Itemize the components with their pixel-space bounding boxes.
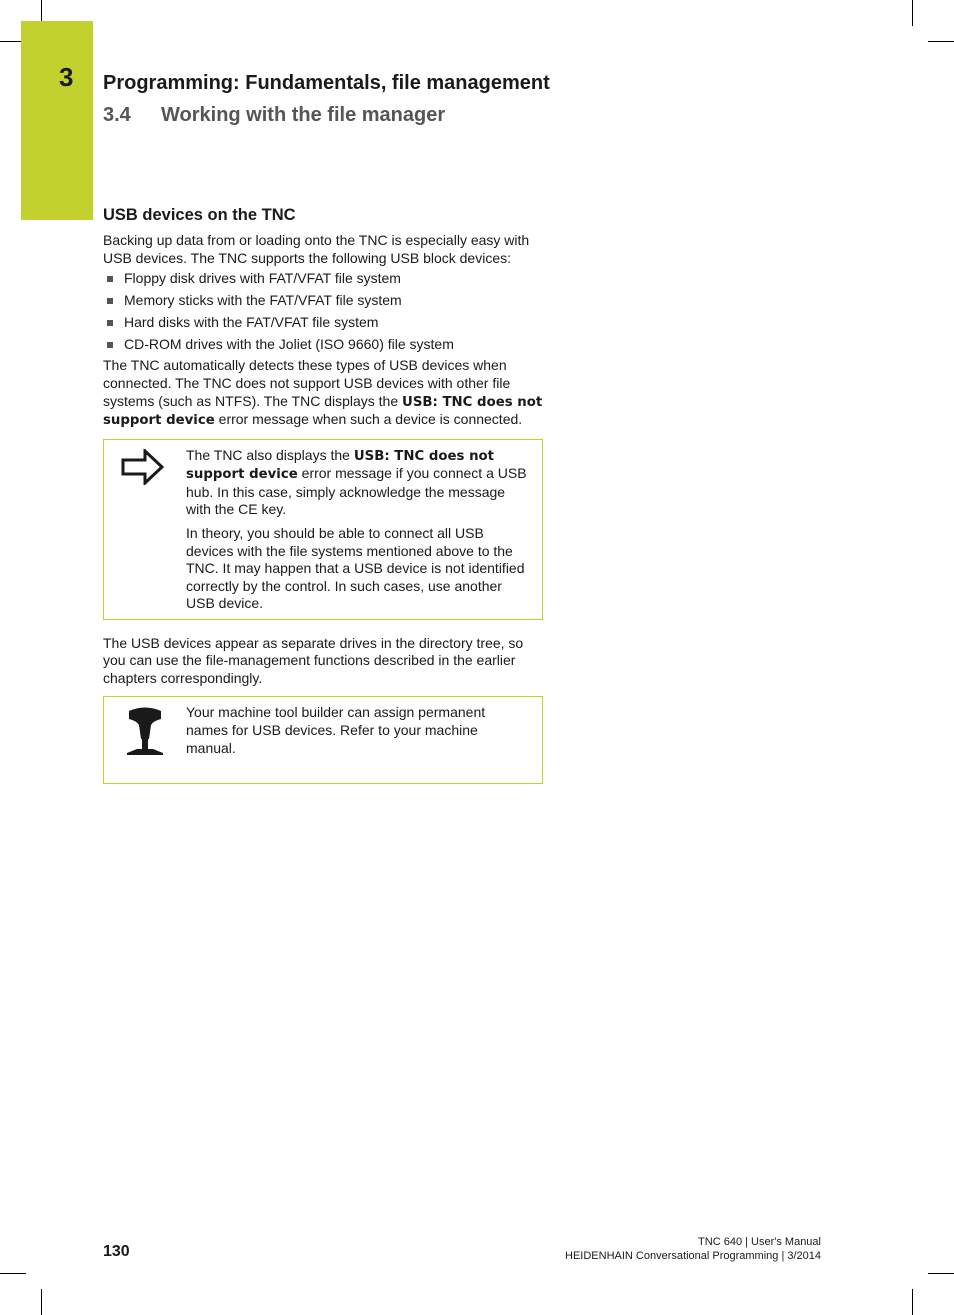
- note-box: [103, 439, 543, 620]
- footer-line: TNC 640 | User's Manual: [698, 1236, 821, 1248]
- chapter-tab: [21, 21, 93, 220]
- main-content: [103, 205, 543, 784]
- bullet-icon: [107, 276, 113, 282]
- list-item: [103, 292, 543, 310]
- list-item: [103, 336, 543, 354]
- list-item: [103, 270, 543, 288]
- usb-device-list: [103, 270, 543, 353]
- error-message-code: USB: TNC does not support device: [103, 394, 543, 429]
- chapter-title: Programming: Fundamentals, file management: [103, 72, 550, 94]
- crop-mark: [928, 1273, 954, 1274]
- section-number: 3.4: [103, 104, 131, 126]
- crop-mark: [912, 1289, 913, 1315]
- crop-mark: [928, 41, 954, 42]
- chapter-number: 3: [59, 62, 74, 92]
- crop-mark: [0, 1273, 26, 1274]
- list-item-text: Hard disks with the FAT/VFAT file system: [124, 313, 379, 330]
- machine-note-box: [103, 696, 543, 784]
- bullet-icon: [107, 298, 113, 304]
- arrow-right-icon: [121, 449, 165, 485]
- bullet-icon: [107, 342, 113, 348]
- section-title: Working with the file manager: [161, 104, 446, 126]
- section-heading: USB devices on the TNC: [103, 206, 296, 224]
- page-number: 130: [103, 1243, 130, 1260]
- detection-paragraph: The TNC automatically detects these types of USB devices when connected. The TNC does not support USB devices with other file systems (such as NTFS). The TNC displays the USB: TNC does not support device error message when such a device is connected.: [103, 357, 543, 429]
- section-title-line: [103, 104, 445, 127]
- crop-mark: [41, 1289, 42, 1315]
- crop-mark: [912, 0, 913, 26]
- intro-paragraph: Backing up data from or loading onto the TNC is especially easy with USB devices. The TNC supports the following USB block devices:: [103, 232, 530, 266]
- list-item-text: Memory sticks with the FAT/VFAT file system: [124, 291, 402, 308]
- note-paragraph: The TNC also displays the USB: TNC does not support device error message if you connect a USB hub. In this case, simply acknowledge the message with the CE key.: [186, 446, 527, 518]
- machine-note-text: Your machine tool builder can assign permanent names for USB devices. Refer to your machine manual.: [186, 704, 486, 756]
- footer-info: [565, 1235, 821, 1263]
- list-item: [103, 314, 543, 332]
- footer-line: HEIDENHAIN Conversational Programming | 3/2014: [565, 1250, 821, 1262]
- bullet-icon: [107, 320, 113, 326]
- list-item-text: CD-ROM drives with the Joliet (ISO 9660) file system: [124, 335, 454, 352]
- error-message-code: USB: TNC does not support device: [186, 448, 495, 483]
- list-item-text: Floppy disk drives with FAT/VFAT file system: [124, 270, 401, 287]
- drives-paragraph: The USB devices appear as separate drives in the directory tree, so you can use the file-management functions described in the earlier chapters correspondingly.: [103, 634, 524, 686]
- machine-builder-icon: [125, 707, 165, 761]
- note-paragraph: In theory, you should be able to connect all USB devices with the file systems mentioned above to the TNC. It may happen that a USB device is not identified correctly by the control. In such cases, use another USB device.: [186, 525, 525, 612]
